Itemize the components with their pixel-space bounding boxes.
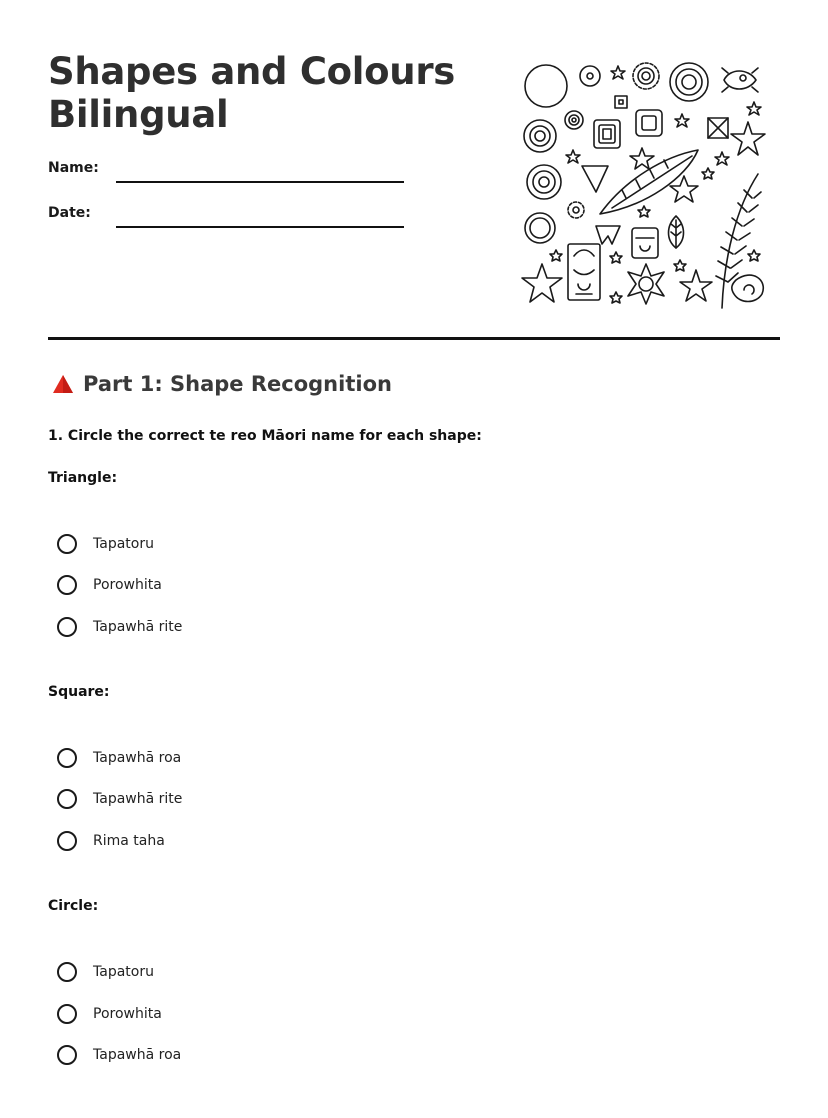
radio-circle[interactable] [57, 831, 77, 851]
question-label-triangle: Triangle: [48, 470, 118, 486]
option-label: Tapatoru [93, 536, 154, 552]
title-line-2: Bilingual [48, 93, 229, 136]
question-label-circle: Circle: [48, 898, 99, 914]
flower-doodle [628, 264, 664, 304]
small-square-doodle [615, 96, 627, 108]
option-tapawha-rite[interactable] [57, 614, 182, 640]
tiki-carving-doodle [568, 244, 600, 300]
sun-doodle [633, 63, 659, 89]
option-label: Porowhita [93, 577, 162, 593]
section-divider [48, 337, 780, 340]
option-label: Porowhita [93, 1006, 162, 1022]
option-tapawha-roa[interactable] [57, 745, 181, 771]
radio-circle[interactable] [57, 617, 77, 637]
option-porowhita[interactable] [57, 1001, 162, 1027]
option-label: Tapawhā rite [93, 791, 183, 807]
option-label: Tapawhā rite [93, 619, 183, 635]
option-tapawha-roa[interactable] [57, 1042, 181, 1068]
question-instruction: 1. Circle the correct te reo Māori name for each shape: [48, 428, 482, 444]
section-title-text: Part 1: Shape Recognition [83, 372, 392, 396]
radio-circle[interactable] [57, 962, 77, 982]
name-label: Name: [48, 160, 99, 176]
option-label: Rima taha [93, 833, 165, 849]
option-porowhita[interactable] [57, 572, 162, 598]
koru-doodle [732, 275, 763, 301]
title-line-1: Shapes and Colours [48, 50, 456, 93]
star-doodle [731, 122, 765, 155]
circle-doodle [525, 65, 567, 107]
star-doodle [522, 264, 562, 302]
question-label-square: Square: [48, 684, 110, 700]
radio-circle[interactable] [57, 534, 77, 554]
fern-doodle [722, 174, 758, 308]
option-label: Tapawhā roa [93, 1047, 182, 1063]
ring-doodle [580, 66, 600, 86]
ring-doodle [524, 120, 556, 152]
radio-circle[interactable] [57, 789, 77, 809]
option-rima-taha[interactable] [57, 828, 165, 854]
option-tapatoru[interactable] [57, 959, 154, 985]
radio-circle[interactable] [57, 1004, 77, 1024]
radio-circle[interactable] [57, 575, 77, 595]
option-label: Tapawhā roa [93, 750, 182, 766]
page-title [48, 50, 455, 136]
shapes-illustration [516, 58, 768, 310]
option-tapawha-rite[interactable] [57, 786, 182, 812]
triangle-doodle [582, 166, 608, 192]
name-field[interactable] [116, 181, 404, 183]
section-title [52, 372, 392, 396]
option-label: Tapatoru [93, 964, 154, 980]
date-field[interactable] [116, 226, 404, 228]
red-triangle-icon [52, 374, 74, 394]
radio-circle[interactable] [57, 1045, 77, 1065]
option-tapatoru[interactable] [57, 531, 154, 557]
date-label: Date: [48, 205, 91, 221]
radio-circle[interactable] [57, 748, 77, 768]
star-doodle [611, 66, 625, 79]
